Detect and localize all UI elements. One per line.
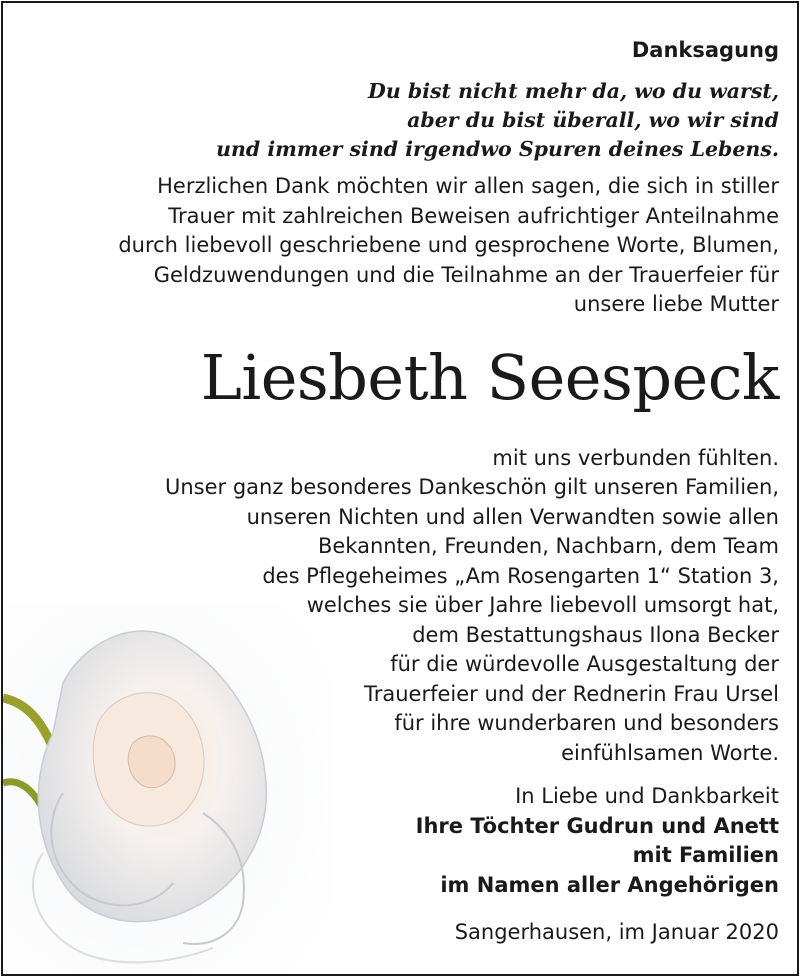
intro-line: unsere liebe Mutter xyxy=(573,292,779,316)
intro-line: Herzlichen Dank möchten wir allen sagen, die sich in stiller xyxy=(157,174,779,198)
body-line: einfühlsamen Worte. xyxy=(561,740,779,765)
quote-line: Du bist nicht mehr da, wo du warst, xyxy=(368,79,779,103)
body-line: für die würdevolle Ausgestaltung der xyxy=(390,652,779,676)
intro-paragraph xyxy=(9,172,779,320)
notice-text xyxy=(9,37,779,948)
heading: Danksagung xyxy=(631,38,779,62)
intro-line: Trauer mit zahlreichen Beweisen aufrichtiger Anteilnahme xyxy=(168,203,779,228)
quote-line: und immer sind irgendwo Spuren deines Lebens. xyxy=(216,137,779,161)
body-line: Bekannten, Freunden, Nachbarn, dem Team xyxy=(317,534,779,558)
body-line: unseren Nichten und allen Verwandten sowie allen xyxy=(246,504,779,529)
intro-line: durch liebevoll geschriebene und gesprochene Worte, Blumen, xyxy=(118,233,779,257)
body-line: Trauerfeier und der Rednerin Frau Ursel xyxy=(364,681,779,706)
signatories: Ihre Töchter Gudrun und Anett xyxy=(415,813,779,838)
obituary-notice xyxy=(1,1,799,976)
intro-line: Geldzuwendungen und die Teilnahme an der Trauerfeier für xyxy=(153,262,779,287)
quote-line: aber du bist überall, wo wir sind xyxy=(407,108,779,132)
body-line: dem Bestattungshaus Ilona Becker xyxy=(412,622,779,647)
body-line: des Pflegeheimes „Am Rosengarten 1“ Station 3, xyxy=(262,563,779,588)
thanks-paragraph xyxy=(9,444,779,769)
closing-phrase: In Liebe und Dankbarkeit xyxy=(515,784,779,808)
memorial-quote xyxy=(9,77,779,164)
place-and-date: Sangerhausen, im Januar 2020 xyxy=(454,920,779,944)
signatories-families: mit Familien xyxy=(632,843,779,867)
deceased-name: Liesbeth Seespeck xyxy=(200,340,779,414)
signatories-relatives: im Namen aller Angehörigen xyxy=(440,872,779,897)
signature-block xyxy=(9,782,779,900)
body-line: mit uns verbunden fühlten. xyxy=(492,445,779,470)
body-line: Unser ganz besonderes Dankeschön gilt unseren Familien, xyxy=(164,475,779,499)
body-line: für ihre wunderbaren und besonders xyxy=(394,711,779,735)
body-line: welches sie über Jahre liebevoll umsorgt hat, xyxy=(306,593,779,617)
